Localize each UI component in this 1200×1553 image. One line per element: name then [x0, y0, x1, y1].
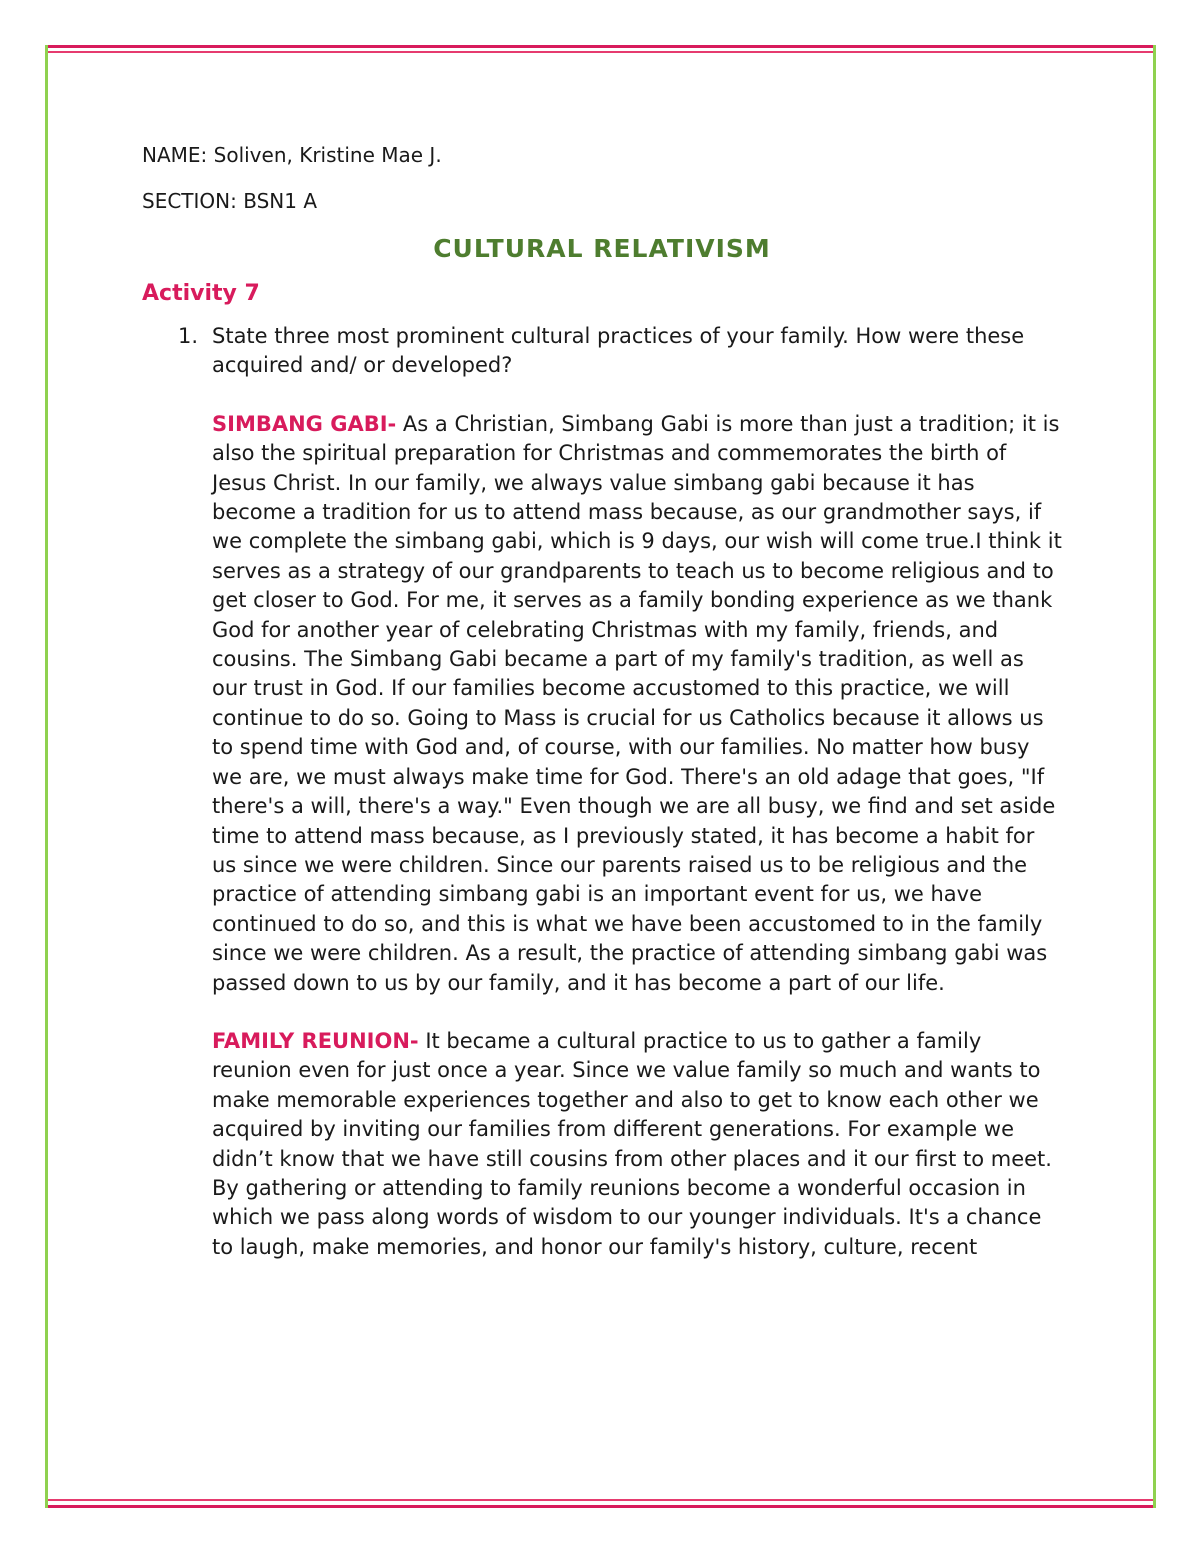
practice-paragraph-family-reunion — [212, 1027, 1062, 1262]
page-border-right — [1153, 45, 1156, 1508]
page-border-top-inner — [45, 51, 1156, 53]
page-border-bottom — [45, 1505, 1156, 1508]
question-item — [142, 322, 1062, 381]
question-text: State three most prominent cultural practices of your family. How were these acquired and/ or developed? — [212, 324, 1025, 378]
page-border-left — [45, 45, 48, 1508]
practice-body: As a Christian, Simbang Gabi is more than just a tradition; it is also the spiritual preparation for Christmas and commemorates the birth of Jesus Christ. In our family, we always value simbang gabi because it has become a tradition for us to attend mass because, as our grandmother says, if we complete the simbang gabi, which is 9 days, our wish will come true.I think it serves as a strategy of our grandparents to teach us to become religious and to get closer to God. For me, it serves as a family bonding experience as we thank God for another year of celebrating Christmas with my family, friends, and cousins. The Simbang Gabi became a part of my family's tradition, as well as our trust in God. If our families become accustomed to this practice, we will continue to do so. Going to Mass is crucial for us Catholics because it allows us to spend time with God and, of course, with our families. No matter how busy we are, we must always make time for God. There's an old adage that goes, "If there's a will, there's a way." Even though we are all busy, we find and set aside time to attend mass because, as I previously stated, it has become a habit for us since we were children. Since our parents raised us to be religious and the practice of attending simbang gabi is an important event for us, we have continued to do so, and this is what we have been accustomed to in the family since we were children. As a result, the practice of attending simbang gabi was passed down to us by our family, and it has become a part of our life. — [212, 411, 1062, 995]
document-title: CULTURAL RELATIVISM — [433, 234, 771, 263]
practice-heading: SIMBANG GABI- — [212, 411, 397, 436]
practice-body: It became a cultural practice to us to gather a family reunion even for just once a year. Since we value family so much and wants to make memorable experiences together and also to get to know each other we acquired by inviting our families from different generations. For example we didn’t know that we have still cousins from other places and it our first to meet. By gathering or attending to family reunions become a wonderful occasion in which we pass along words of wisdom to our younger individuals. It's a chance to laugh, make memories, and honor our family's history, culture, recent — [212, 1028, 1052, 1259]
page-border-top — [45, 45, 1156, 48]
activity-heading: Activity 7 — [142, 281, 260, 306]
student-section: SECTION: BSN1 A — [142, 189, 317, 213]
practice-paragraph-simbang-gabi — [212, 410, 1062, 998]
student-name: NAME: Soliven, Kristine Mae J. — [142, 143, 442, 167]
practice-heading: FAMILY REUNION- — [212, 1028, 419, 1053]
page-border-bottom-inner — [45, 1499, 1156, 1501]
question-number: 1. — [178, 324, 199, 348]
document-body — [142, 140, 1062, 1262]
